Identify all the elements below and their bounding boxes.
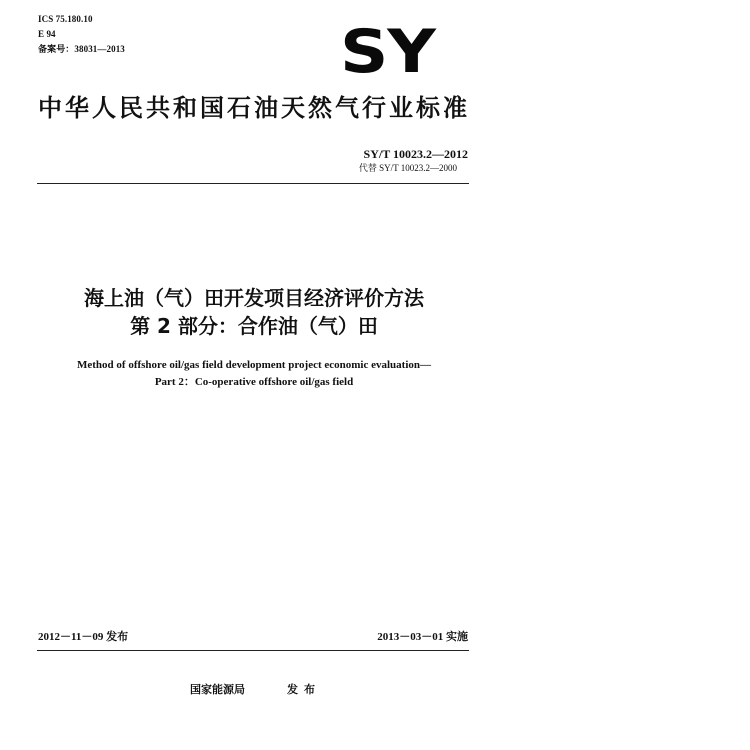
title-en-line-2: Part 2：Co-operative offshore oil/gas field (154, 376, 354, 388)
title-cn-line-2: 第 2 部分：合作油（气）田 (130, 314, 378, 338)
ics-code: ICS 75.180.10 (38, 14, 93, 24)
issuer-action: 发布 (287, 683, 321, 696)
standard-category: 中华人民共和国石油天然气行业标准 (38, 94, 470, 122)
replaces-standard: 代替 SY/T 10023.2—2000 (358, 163, 457, 173)
header-divider (37, 183, 469, 184)
issue-date: 2012－11－09 发布 (38, 631, 129, 643)
standard-number: SY/T 10023.2—2012 (363, 147, 468, 161)
title-cn-line-1: 海上油（气）田开发项目经济评价方法 (84, 286, 424, 310)
classification-code: E 94 (38, 29, 56, 39)
effective-date: 2013－03－01 实施 (377, 631, 468, 643)
footer-divider (37, 650, 469, 651)
filing-number: 备案号：38031—2013 (38, 44, 125, 54)
title-en-line-1: Method of offshore oil/gas field development project economic evaluation— (77, 359, 431, 371)
sy-logo: SY (340, 17, 435, 87)
issuer-name: 国家能源局 (190, 683, 245, 696)
